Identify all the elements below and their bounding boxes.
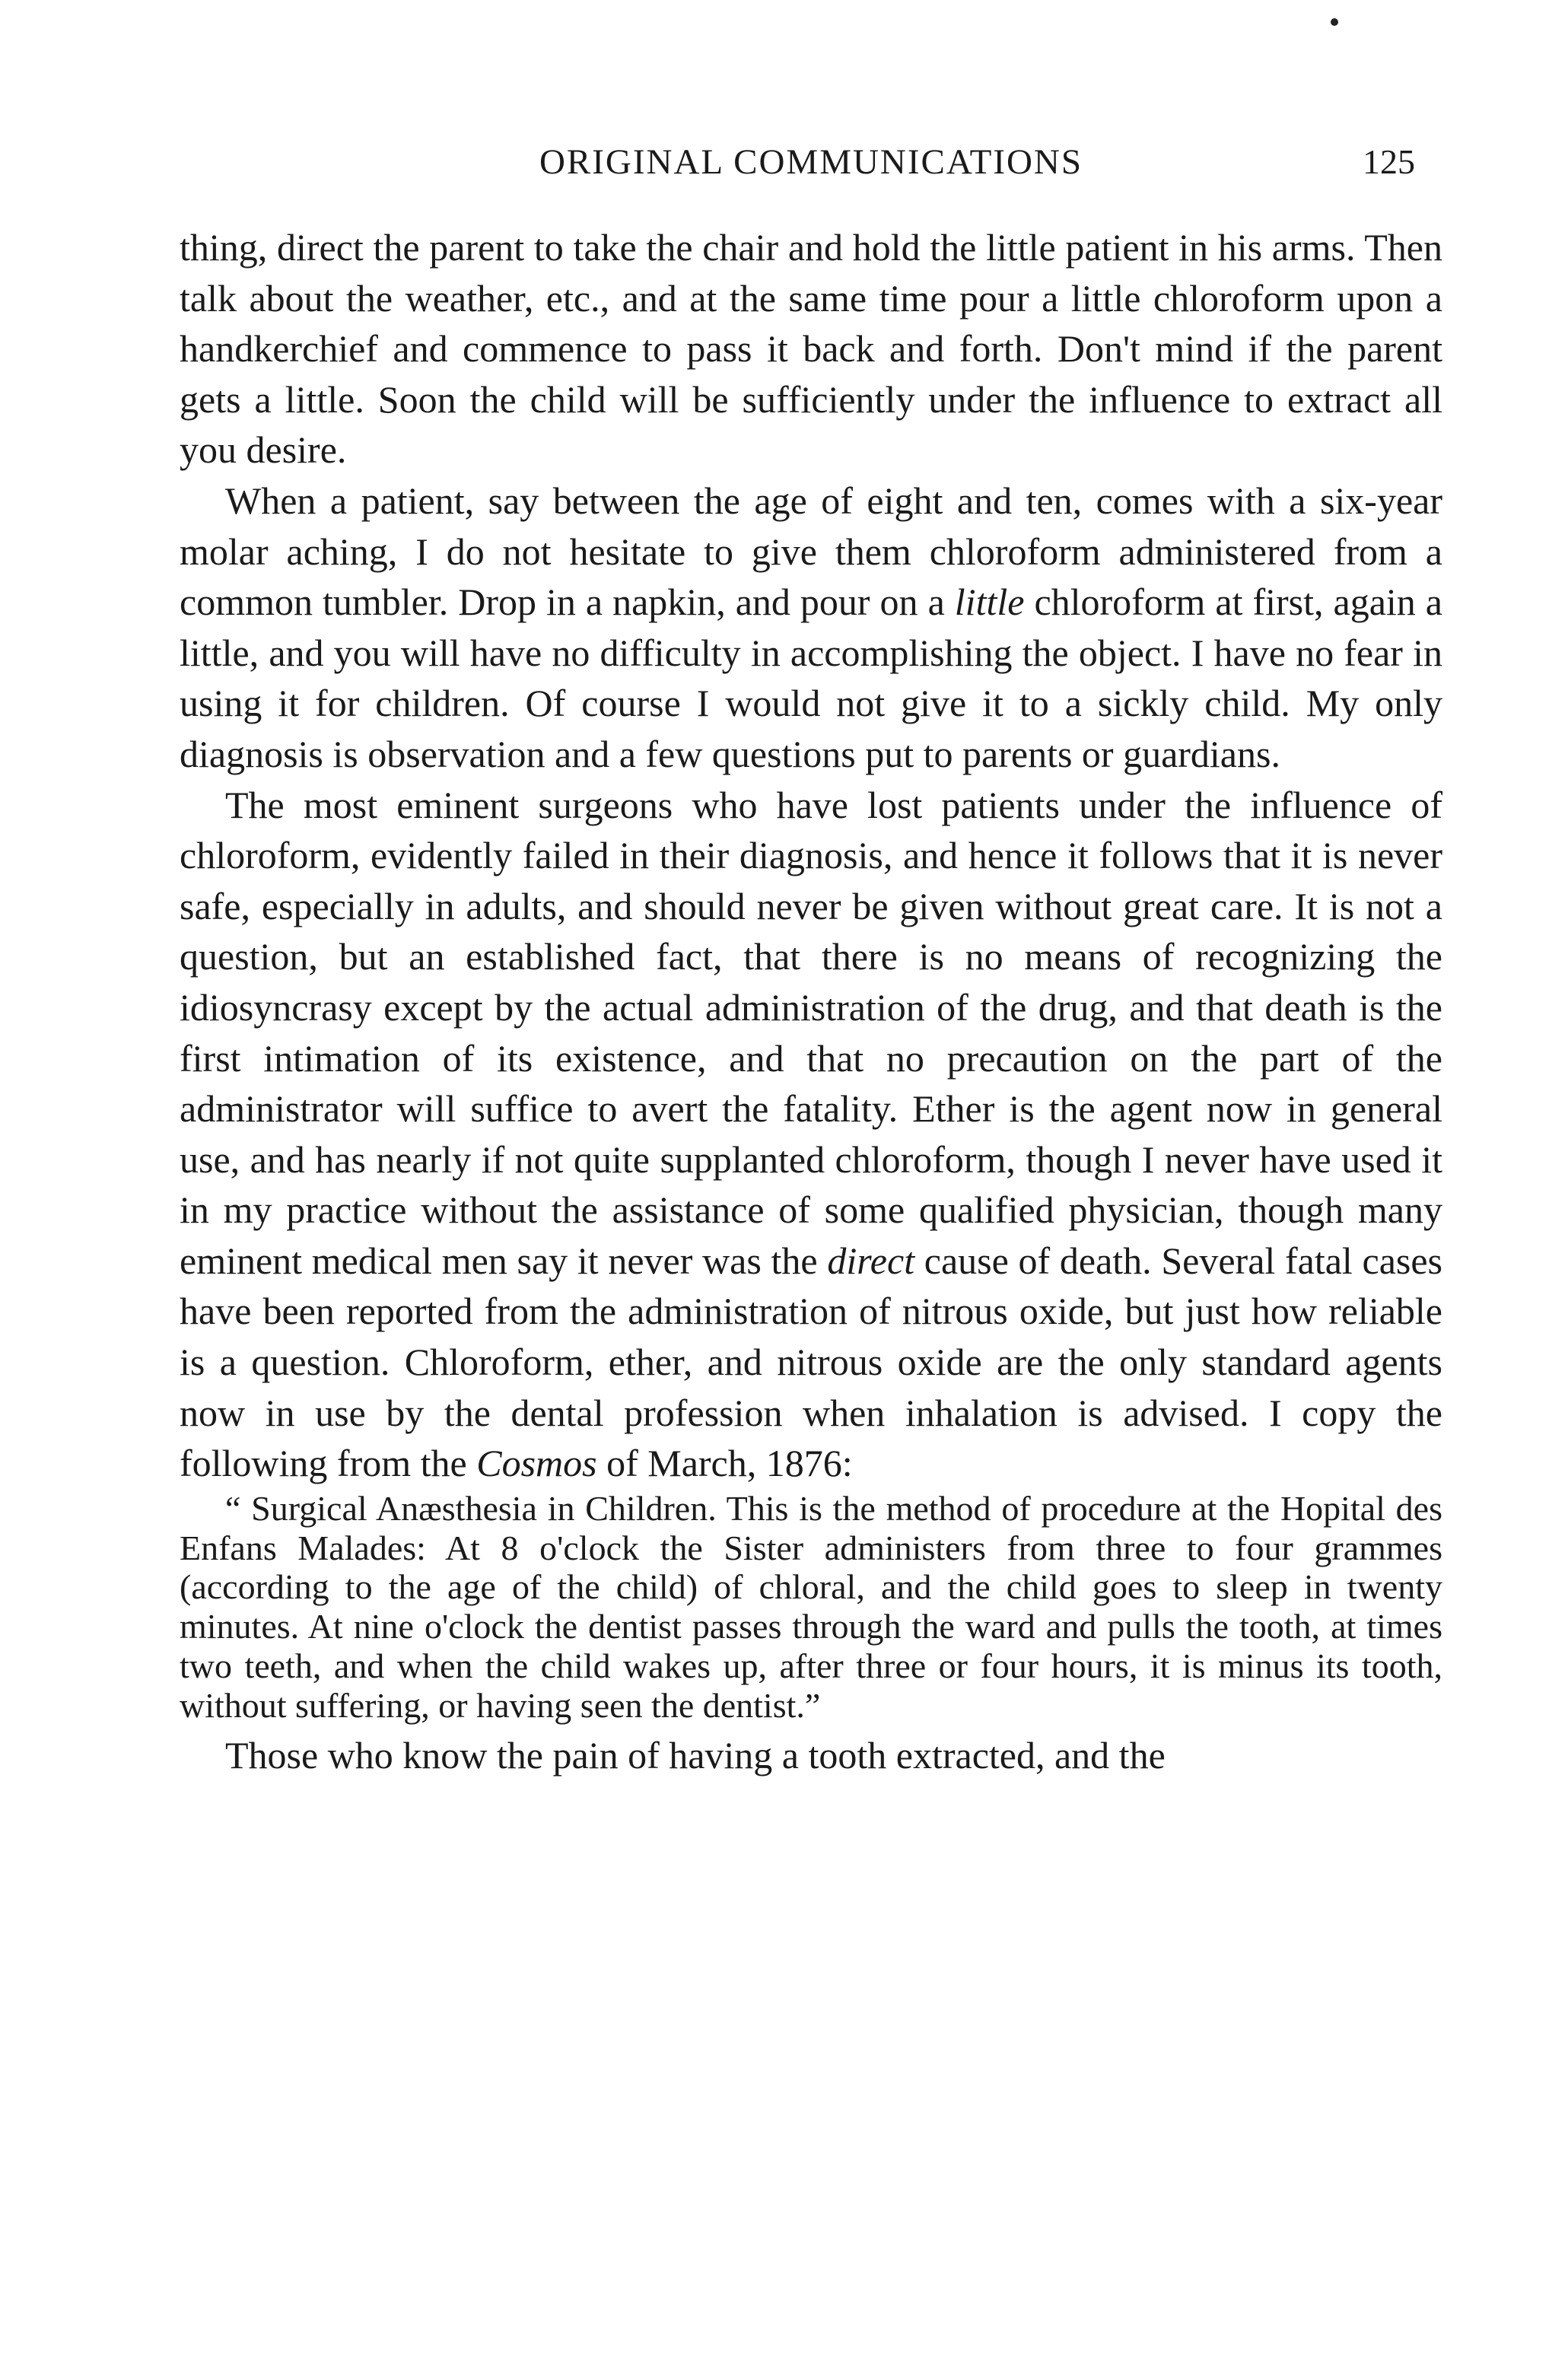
paragraph-2-before: When a patient, say between the age of eight and ten, comes with a six-year molar aching, I do not hesitate to give them chloroform administered from a common tumbler. Drop in a napkin, and pour on a [180,479,1442,624]
paragraph-2 [180,476,1442,780]
paragraph-2-emphasis: little [954,581,1025,624]
body-text [180,222,1442,1780]
ink-dot [1331,18,1338,26]
paragraph-3-emphasis-cosmos: Cosmos [476,1442,597,1485]
page-number: 125 [1363,142,1415,181]
paragraph-3-after: of March, 1876: [596,1442,853,1485]
running-head: ORIGINAL COMMUNICATIONS [539,142,1083,182]
paragraph-3-before: The most eminent surgeons who have lost patients under the influence of chloroform, evidently failed in their diagnosis, and hence it follows that it is never safe, especially in adults, and should never be given without great care. It is not a question, but an established fact, that there is no means of recognizing the idiosyncrasy except by the actual administration of the drug, and that death is the first intimation of its existence, and that no precaution on the part of the administrator will suffice to avert the fatality. Ether is the agent now in general use, and has nearly if not quite supplanted chloroform, though I never have used it in my practice without the assistance of some qualified physician, though many eminent medical men say it never was the [180,783,1442,1282]
paragraph-1: thing, direct the parent to take the chair and hold the little patient in his arms. Then talk about the weather, etc., and at the same time pour a little chloroform upon a handkerchief and commence to pass it back and forth. Don't mind if the parent gets a little. Soon the child will be sufficiently under the influence to extract all you desire. [180,226,1442,472]
paragraph-3 [180,780,1442,1489]
paragraph-3-middle: cause of death. Several fatal cases have been reported from the administration of nitrous oxide, but just how reliable is a question. Chloroform, ether, and nitrous oxide are the only standard agents now in use by the dental profession when inhalation is advised. I copy the following from the [180,1239,1442,1485]
block-quote: “ Surgical Anæsthesia in Children. This is the method of procedure at the Hopital des Enfans Malades: At 8 o'clock the Sister administers from three to four grammes (according to the age of the child) of chloral, and the child goes to sleep in twenty minutes. At nine o'clock the dentist passes through the ward and pulls the tooth, at times two teeth, and when the child wakes up, after three or four hours, it is minus its tooth, without suffering, or having seen the dentist.” [180,1488,1442,1725]
closing-line: Those who know the pain of having a tooth extracted, and the [225,1733,1166,1777]
paragraph-2-after: chloroform at first, again a little, and you will have no difficulty in accomplishing the object. I have no fear in using it for children. Of course I would not give it to a sickly child. My only diagnosis is observation and a few questions put to parents or guardians. [180,581,1442,775]
page-header [180,135,1442,189]
paragraph-3-emphasis-direct: direct [827,1239,915,1282]
